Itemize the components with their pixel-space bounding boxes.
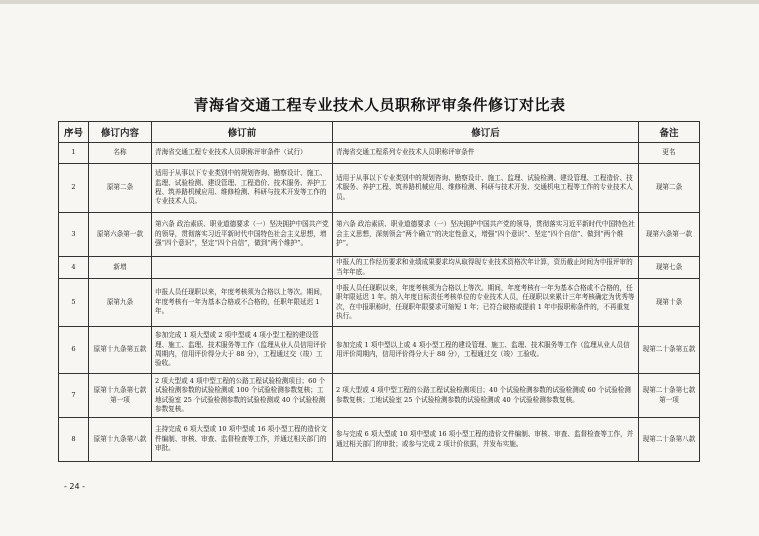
cell-item: 原第十九条第七款第一项 xyxy=(89,374,152,418)
revision-comparison-table xyxy=(58,121,700,462)
cell-item: 原第十九条第八款 xyxy=(89,418,152,462)
cell-before: 主持完成 6 项大型或 10 项中型或 16 项小型工程的造价文件编制、审核、审查、监督检查等工作，并通过相关部门的审批。 xyxy=(152,418,333,462)
cell-note: 现第六条第一款 xyxy=(639,213,700,257)
table-row xyxy=(59,143,700,164)
header-item: 修订内容 xyxy=(89,122,152,143)
cell-serial: 2 xyxy=(59,164,89,213)
cell-after: 2 项大型或 4 项中型工程的公路工程试验检测项目；40 个试验检测参数的试验检测或 60 个试验检测参数复核；工地试验室 25 个试验检测参数的试验检测或 40 个试验检测参数复核。 xyxy=(333,374,639,418)
cell-serial: 8 xyxy=(59,418,89,462)
table-row xyxy=(59,279,700,327)
cell-serial: 4 xyxy=(59,257,89,279)
cell-after: 申报人员任现职以来，年度考核须为合格以上等次。期间，年度考核有一年为基本合格或不合格的，任职年限延迟 1 年。纳入年度目标责任考核单位的专业技术人员，任现职以来累计三年考核确定为优秀等次，在申报职称时，任现职年限要求可缩短 1 年；已符合破格或提前 1 年申报职称条件的，不再重复执行。 xyxy=(333,279,639,327)
cell-after: 参加完成 1 项中型以上或 4 项小型工程的建设管理、施工、监理、技术服务等工作（监理从业人员信用评价周期内，信用评价得分大于 88 分），工程通过交（竣）工验收。 xyxy=(333,327,639,374)
cell-before: 2 项大型或 4 项中型工程的公路工程试验检测项目；60 个试验检测参数的试验检测或 100 个试验检测参数复核；工地试验室 25 个试验检测参数的试验检测或 40 个试验检测参数复核。 xyxy=(152,374,333,418)
cell-item: 原第九条 xyxy=(89,279,152,327)
header-serial: 序号 xyxy=(59,122,89,143)
page-top-edge xyxy=(0,0,759,4)
header-after: 修订后 xyxy=(333,122,639,143)
cell-note: 现第二十条第八款 xyxy=(639,418,700,462)
cell-before: 青海省交通工程专业技术人员职称评审条件（试行） xyxy=(152,143,333,164)
table-header-row xyxy=(59,122,700,143)
cell-before: 参加完成 1 项大型或 2 项中型或 4 项小型工程的建设管理、施工、监理、技术服务等工作（监理从业人员信用评价周期内，信用评价得分大于 88 分），工程通过交（竣）工验收。 xyxy=(152,327,333,374)
cell-item: 原第二条 xyxy=(89,164,152,213)
page-title: 青海省交通工程专业技术人员职称评审条件修订对比表 xyxy=(193,96,566,114)
cell-after: 申报人的工作经历要求和业绩成果要求均从取得现专业技术资格次年计算，资历截止时间为申报评审的当年年底。 xyxy=(333,257,639,279)
cell-serial: 1 xyxy=(59,143,89,164)
cell-before: 第六条 政治素质、职业道德要求（一）坚决拥护中国共产党的领导，贯彻落实习近平新时代中国特色社会主义思想，增强“四个意识”，坚定“四个自信”，做到“两个维护”。 xyxy=(152,213,333,257)
table-row xyxy=(59,164,700,213)
cell-before: 适用于从事以下专业类别中的规划咨询、勘察设计、施工、监理、试验检测、建设管理、工程造价、技术服务、养护工程、筑养路机械应用、维修检测、科研与技术开发等工作的专业技术人员。 xyxy=(152,164,333,213)
cell-item: 原第六条第一款 xyxy=(89,213,152,257)
table-row xyxy=(59,418,700,462)
cell-item: 名称 xyxy=(89,143,152,164)
cell-serial: 3 xyxy=(59,213,89,257)
cell-after: 第六条 政治素质、职业道德要求（一）坚决拥护中国共产党的领导，贯彻落实习近平新时代中国特色社会主义思想，深刻领会“两个确立”的决定性意义，增强“四个意识”、坚定“四个自信”、做到“两个维护”。 xyxy=(333,213,639,257)
cell-serial: 6 xyxy=(59,327,89,374)
cell-item: 原第十九条第五款 xyxy=(89,327,152,374)
table-row xyxy=(59,213,700,257)
page-number: - 24 - xyxy=(64,482,86,491)
cell-item: 新增 xyxy=(89,257,152,279)
cell-after: 青海省交通工程系列专业技术人员职称评审条件 xyxy=(333,143,639,164)
cell-after: 适用于从事以下专业类别中的规划咨询、勘察设计、施工、监理、试验检测、建设管理、工程造价、技术服务、养护工程、筑养路机械应用、维修检测、科研与技术开发、交通机电工程等工作的专业技术人员。 xyxy=(333,164,639,213)
cell-before xyxy=(152,257,333,279)
cell-note: 现第七条 xyxy=(639,257,700,279)
cell-after: 参与完成 6 项大型或 10 项中型或 16 项小型工程的造价文件编制、审核、审查、监督检查等工作，并通过相关部门的审批；或参与完成 2 项计价依据，并发布实施。 xyxy=(333,418,639,462)
cell-note: 现第二十条第五款 xyxy=(639,327,700,374)
cell-note: 更名 xyxy=(639,143,700,164)
header-note: 备注 xyxy=(639,122,700,143)
cell-note: 现第二条 xyxy=(639,164,700,213)
cell-serial: 5 xyxy=(59,279,89,327)
table-row xyxy=(59,327,700,374)
cell-before: 申报人员任现职以来，年度考核须为合格以上等次。期间，年度考核有一年为基本合格或不合格的，任职年限延迟 1 年。 xyxy=(152,279,333,327)
table-row xyxy=(59,257,700,279)
table-row xyxy=(59,374,700,418)
header-before: 修订前 xyxy=(152,122,333,143)
cell-serial: 7 xyxy=(59,374,89,418)
cell-note: 现第二十条第七款第一项 xyxy=(639,374,700,418)
cell-note: 现第十条 xyxy=(639,279,700,327)
